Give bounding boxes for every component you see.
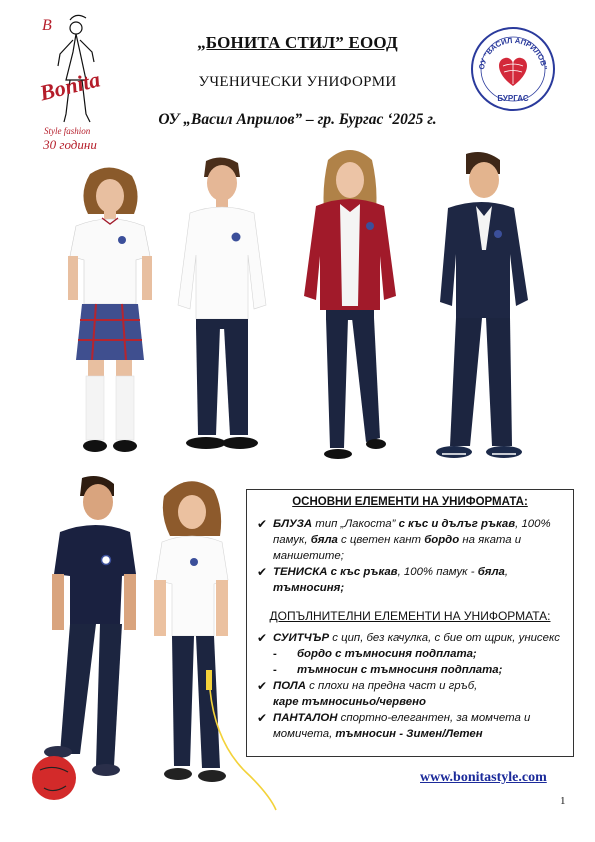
photo-boy-longsleeve-polo — [168, 155, 274, 465]
uniform-info-box — [246, 489, 574, 757]
bonita-monogram: B — [42, 17, 52, 34]
school-logo-bottom-text: БУРГАС — [497, 94, 529, 103]
photo-boy-navy-tshirt-ball — [30, 474, 142, 804]
bonita-brand: Bonita — [37, 66, 103, 106]
company-name: „БОНИТА СТИЛ” ЕООД — [197, 33, 398, 52]
jacket-option-bordeaux: - бордо с тъмносиня подплата; — [273, 648, 477, 660]
item-trousers: ✔ ПАНТАЛОН спортно-елегантен, за момчета и момичета, тъмносин - Зимен/Летен — [257, 711, 531, 740]
item-skirt: ✔ ПОЛА с плохи на предна част и гръб, каре тъмносиньо/червено — [257, 679, 478, 708]
check-icon: ✔ — [257, 711, 268, 725]
website-link[interactable]: www.bonitastyle.com — [420, 770, 547, 785]
check-icon: ✔ — [257, 565, 268, 579]
photo-girl-polo-skirt — [62, 164, 158, 464]
jacket-option-navy: - тъмносин с тъмносиня подплата; — [273, 664, 503, 676]
heading-main-elements: ОСНОВНИ ЕЛЕМЕНТИ НА УНИФОРМАТА: — [292, 496, 528, 508]
check-icon: ✔ — [257, 631, 268, 645]
school-name: ОУ „Васил Априлов” – гр. Бургас ‘2025 г. — [158, 111, 437, 128]
heading-extra-elements: ДОПЪЛНИТЕЛНИ ЕЛЕМЕНТИ НА УНИФОРМАТА: — [269, 609, 551, 623]
item-jacket: ✔ СУИТЧЪР с цип, без качулка, с бие от щрик, унисекс — [257, 631, 560, 645]
bonita-years: 30 години — [43, 137, 97, 152]
photo-girl-bordeaux-jacket — [300, 146, 400, 466]
document-subtitle: УЧЕНИЧЕСКИ УНИФОРМИ — [198, 74, 397, 90]
photo-boy-navy-jacket — [420, 150, 532, 470]
item-blouse: ✔ БЛУЗА тип „Лакоста” с къс и дълъг ръкав, 100% памук, бяла с цветен кант бордо на яката и маншетите; — [257, 517, 551, 562]
school-logo — [470, 26, 556, 112]
page-number: 1 — [560, 795, 566, 807]
item-tshirt: ✔ ТЕНИСКА с къс ръкав, 100% памук - бяла, тъмносиня; — [257, 565, 509, 594]
ball-icon — [32, 756, 76, 800]
school-logo-arc-text: ОУ "ВАСИЛ АПРИЛОВ" — [477, 35, 549, 71]
check-icon: ✔ — [257, 679, 268, 693]
bonita-tagline: Style fashion — [44, 126, 91, 136]
check-icon: ✔ — [257, 517, 268, 531]
